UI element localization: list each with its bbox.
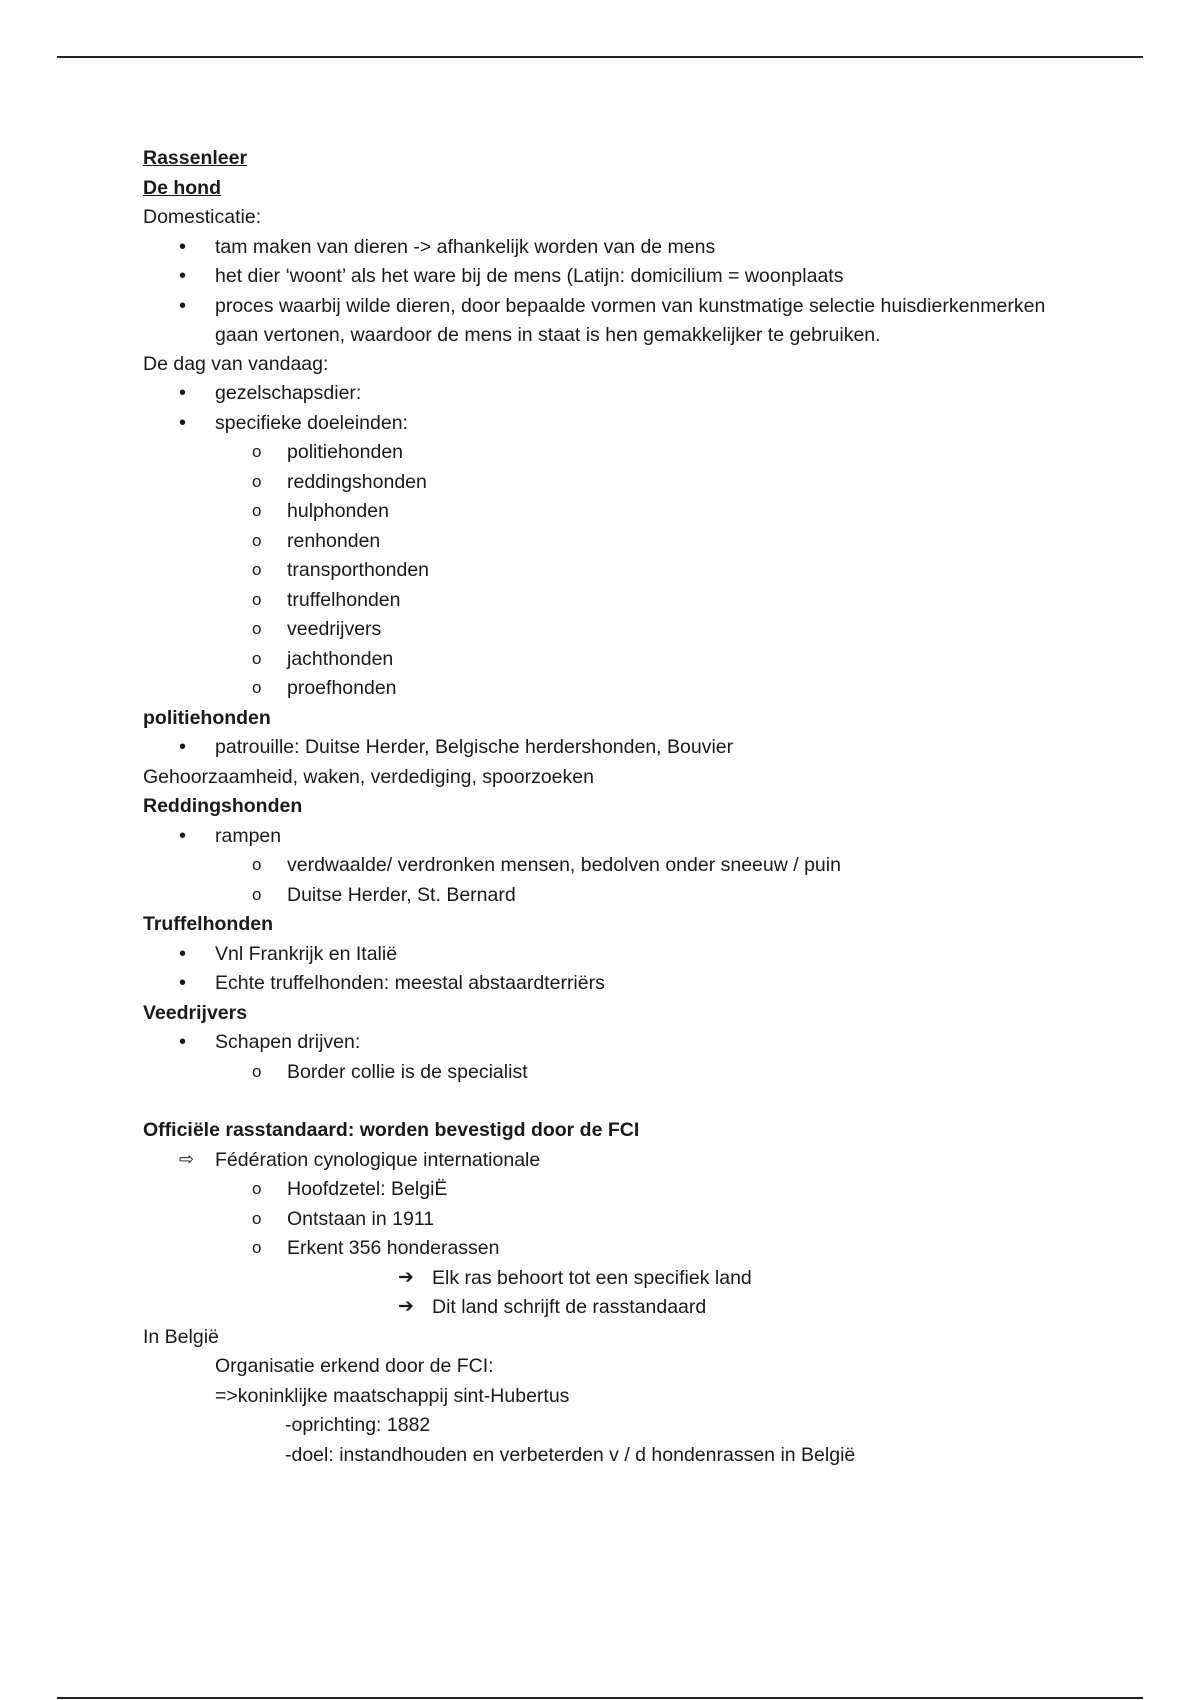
vandaag-label: De dag van vandaag:: [143, 352, 329, 375]
document-body: [143, 144, 1083, 1470]
list-item: • patrouille: Duitse Herder, Belgische herdershonden, Bouvier: [143, 733, 1083, 763]
sub-list-item: o Erkent 356 honderassen: [143, 1234, 1083, 1264]
belgie-org-name: =>koninklijke maatschappij sint-Hubertus: [215, 1384, 570, 1407]
list-item: • het dier ‘woont’ als het ware bij de mens (Latijn: domicilium = woonplaats: [143, 262, 1083, 292]
document-title: Rassenleer: [143, 147, 248, 169]
sub-list-item: o renhonden: [143, 527, 1083, 557]
politiehonden-heading: politiehonden: [143, 706, 271, 729]
domesticatie-label: Domesticatie:: [143, 206, 262, 228]
list-item: • specifieke doeleinden:: [143, 409, 1083, 439]
list-item: • Vnl Frankrijk en Italië: [143, 940, 1083, 970]
arrow-sub-item: ➔ Dit land schrijft de rasstandaard: [143, 1293, 1083, 1323]
list-item: • proces waarbij wilde dieren, door bepaalde vormen van kunstmatige selectie huisdierkenmerken gaan vertonen, waardoor de mens in staat is hen gemakkelijker te gebruiken.: [143, 292, 1083, 350]
politiehonden-note: Gehoorzaamheid, waken, verdediging, spoorzoeken: [143, 765, 594, 788]
bottom-rule: [57, 1697, 1143, 1699]
sub-list-item: o transporthonden: [143, 556, 1083, 586]
sub-list-item: o Border collie is de specialist: [143, 1058, 1083, 1088]
belgie-org-label: Organisatie erkend door de FCI:: [215, 1355, 494, 1377]
spacer: [143, 1087, 1083, 1116]
belgie-label: In België: [143, 1325, 219, 1348]
arrow-item: ⇨ Fédération cynologique internationale: [143, 1146, 1083, 1176]
sub-list-item: o truffelhonden: [143, 586, 1083, 616]
belgie-detail: -doel: instandhouden en verbeterden v / d hondenrassen in België: [285, 1443, 856, 1466]
sub-list-item: o Hoofdzetel: BelgiË: [143, 1175, 1083, 1205]
arrow-sub-item: ➔ Elk ras behoort tot een specifiek land: [143, 1264, 1083, 1294]
list-item: • tam maken van dieren -> afhankelijk worden van de mens: [143, 233, 1083, 263]
list-item: • Schapen drijven:: [143, 1028, 1083, 1058]
belgie-detail: -oprichting: 1882: [285, 1414, 431, 1436]
sub-list-item: o reddingshonden: [143, 468, 1083, 498]
fci-heading: Officiële rasstandaard: worden bevestigd door de FCI: [143, 1119, 640, 1141]
sub-list-item: o jachthonden: [143, 645, 1083, 675]
document-subtitle: De hond: [143, 176, 221, 199]
sub-list-item: o verdwaalde/ verdronken mensen, bedolven onder sneeuw / puin: [143, 851, 1083, 881]
top-rule: [57, 56, 1143, 58]
list-item: • Echte truffelhonden: meestal abstaardterriërs: [143, 969, 1083, 999]
sub-list-item: o hulphonden: [143, 497, 1083, 527]
sub-list-item: o Duitse Herder, St. Bernard: [143, 881, 1083, 911]
sub-list-item: o Ontstaan in 1911: [143, 1205, 1083, 1235]
veedrijvers-heading: Veedrijvers: [143, 1001, 248, 1024]
truffelhonden-heading: Truffelhonden: [143, 913, 273, 935]
list-item: • gezelschapsdier:: [143, 379, 1083, 409]
sub-list-item: o veedrijvers: [143, 615, 1083, 645]
sub-list-item: o politiehonden: [143, 438, 1083, 468]
sub-list-item: o proefhonden: [143, 674, 1083, 704]
reddingshonden-heading: Reddingshonden: [143, 795, 303, 817]
list-item: • rampen: [143, 822, 1083, 852]
